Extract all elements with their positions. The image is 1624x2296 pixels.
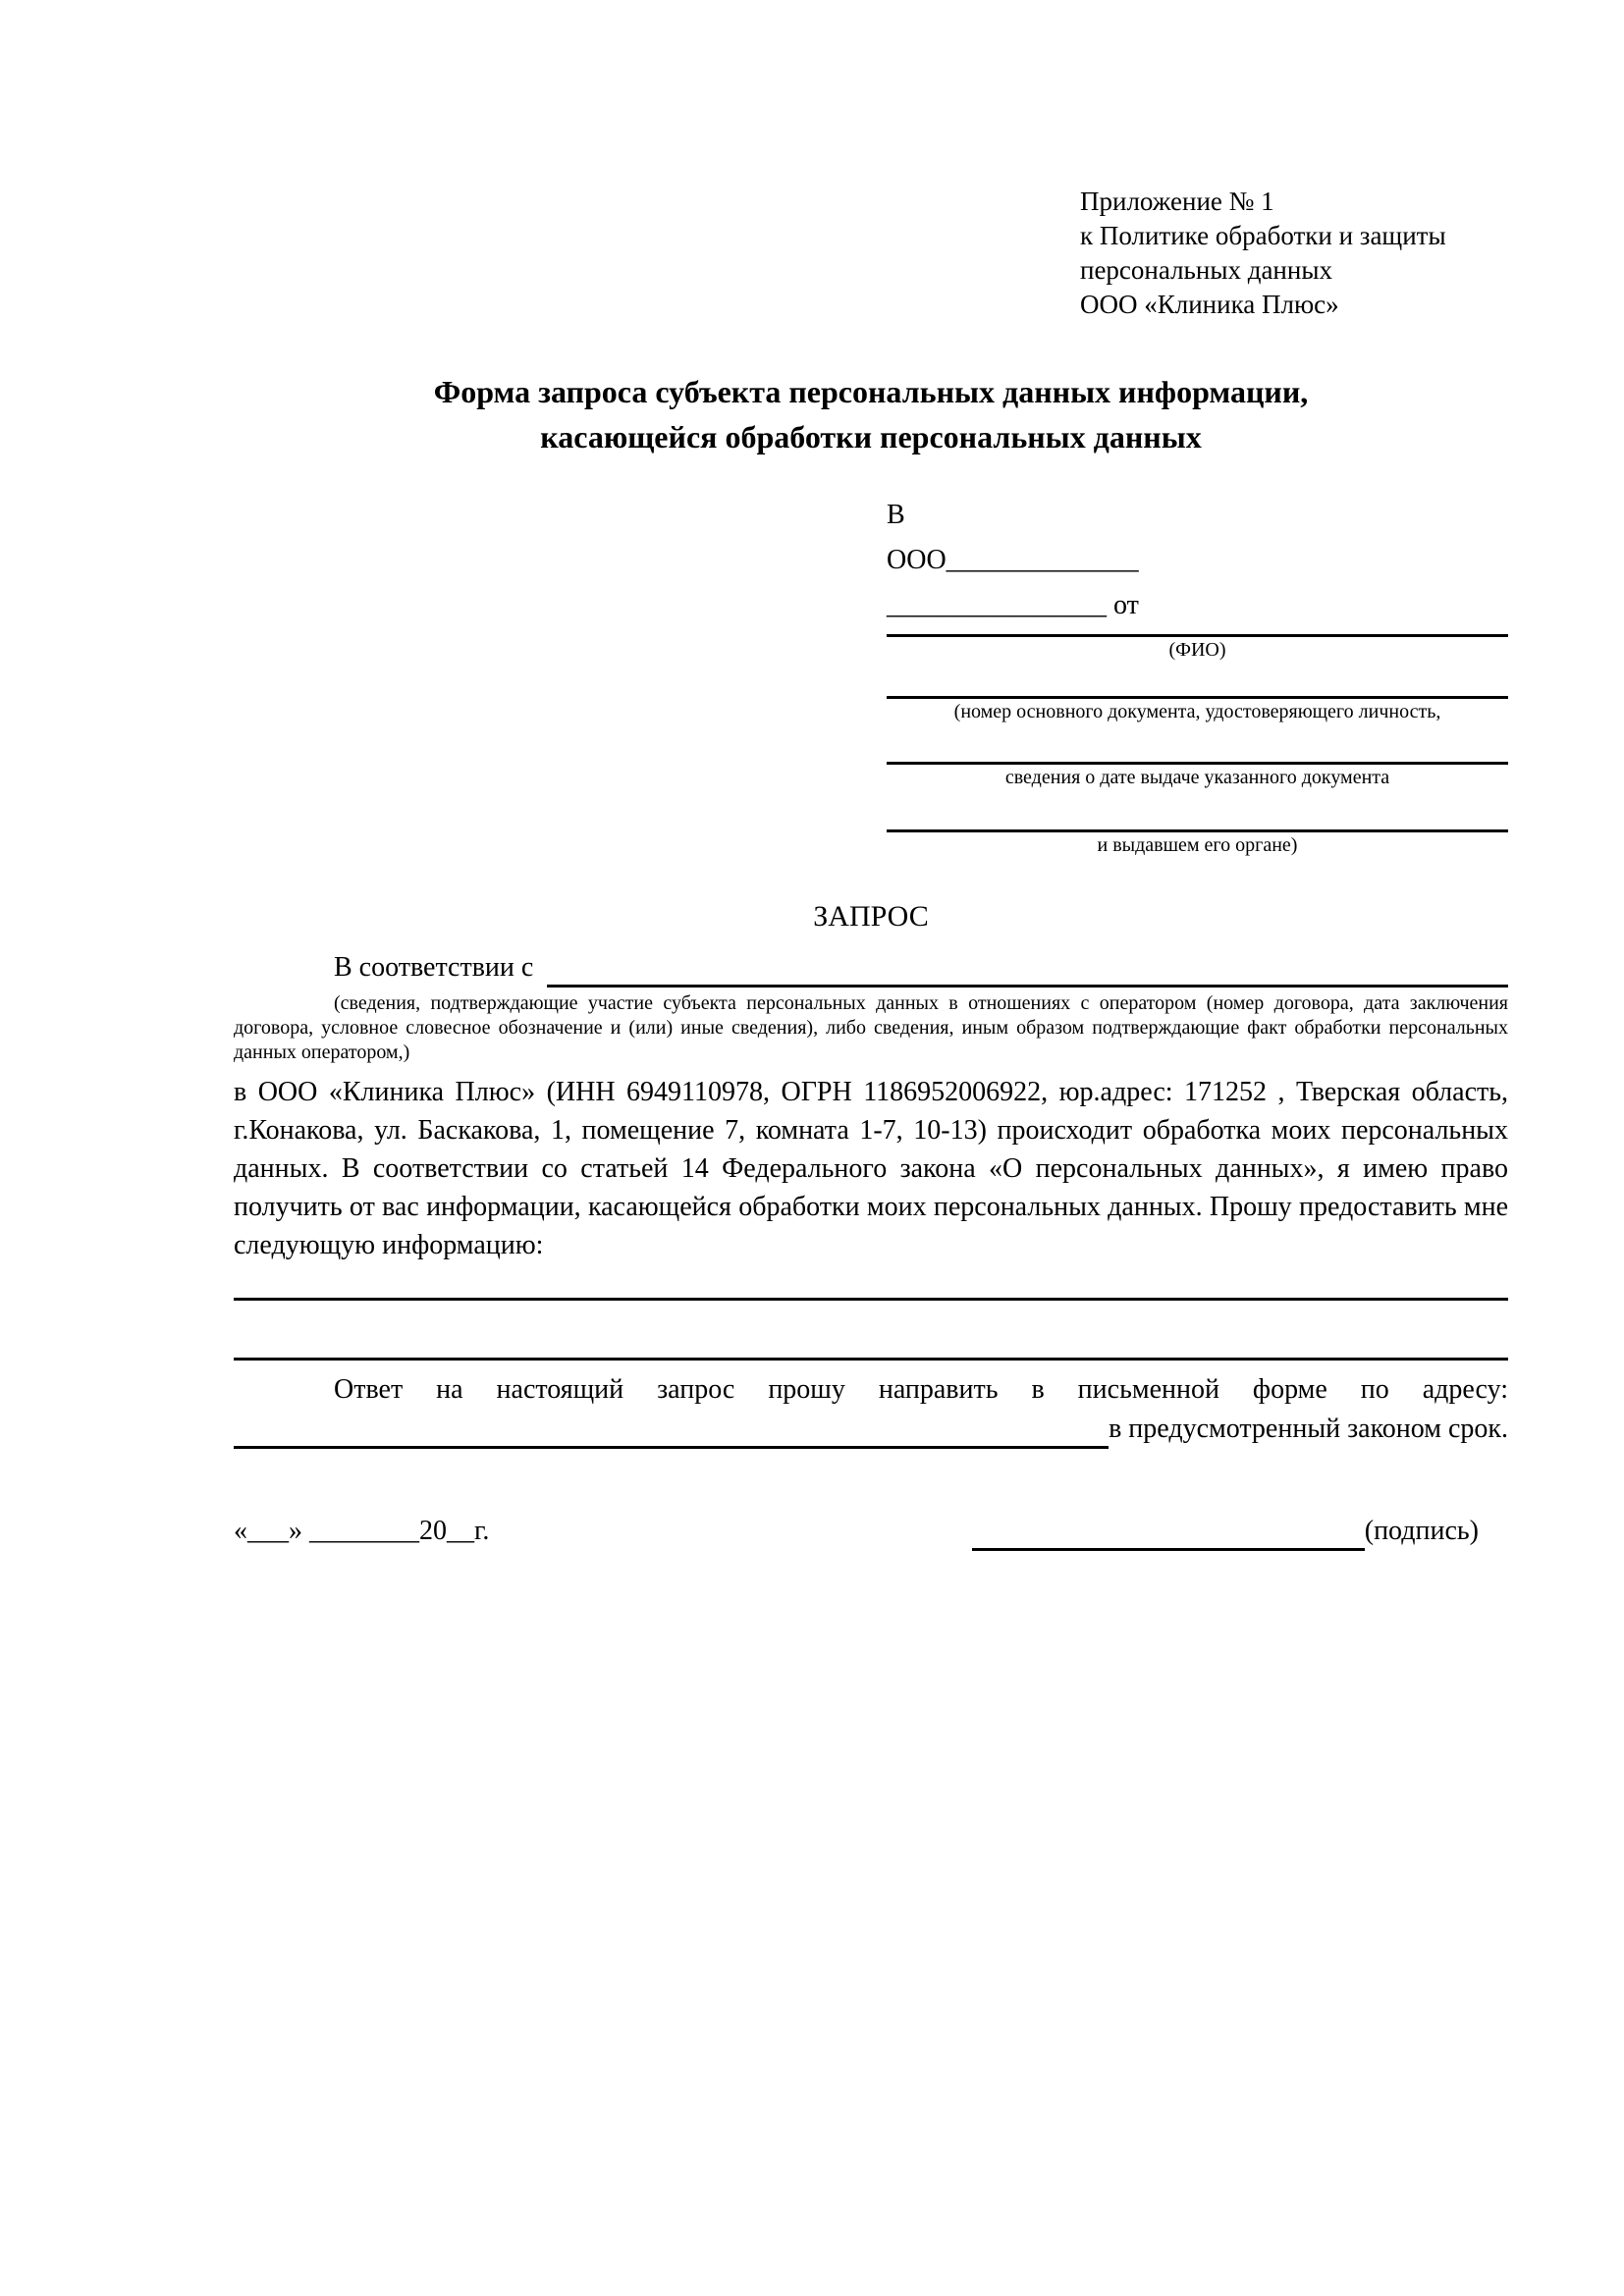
basis-row <box>234 948 1508 988</box>
company-name-blank: ООО______________ <box>887 545 1139 575</box>
applicant-from-blank: ________________ от <box>887 590 1139 620</box>
annex-header <box>1080 185 1508 322</box>
fio-caption: (ФИО) <box>1168 639 1226 661</box>
request-body: в ООО «Клиника Плюс» (ИНН 6949110978, ОГРН 1186952006922, юр.адрес: 171252 , Тверская область, г.Конакова, ул. Баскакова, 1, помещение 7, комната 1-7, 10-13) происходит обработка моих персональных данных. В соответствии со статьей 14 Федерального закона «О персональных данных», я имею право получить от вас информации, касающейся обработки моих персональных данных. Прошу предоставить мне следующую информацию: <box>234 1077 1508 1260</box>
annex-line: Приложение № 1 <box>1080 187 1274 216</box>
addressee-block <box>887 493 1508 858</box>
info-blank-line-1 <box>234 1298 1508 1301</box>
response-address-row <box>234 1410 1508 1449</box>
form-title <box>234 369 1508 459</box>
annex-line: к Политике обработки и защиты <box>1080 221 1446 250</box>
response-deadline: в предусмотренный законом срок. <box>1109 1414 1508 1444</box>
issue-date-caption: сведения о дате выдаче указанного документа <box>1004 767 1390 788</box>
addressee-to-label: В <box>887 500 905 530</box>
annex-line: персональных данных <box>1080 255 1332 285</box>
signature-group <box>972 1512 1479 1551</box>
basis-blank-line <box>547 954 1508 988</box>
document-content <box>234 167 1508 1551</box>
annex-line: ООО «Клиника Плюс» <box>1080 290 1339 319</box>
address-blank-line <box>234 1415 1109 1449</box>
request-heading: ЗАПРОС <box>813 900 929 933</box>
basis-note: (сведения, подтверждающие участие субъекта персональных данных в отношениях с оператором (номер договора, дата заключения договора, условное словесное обозначение и (или) иные сведения), либо сведения, иным образом подтверждающие факт обработки персональных данных оператором,) <box>234 992 1508 1063</box>
form-title-line-1: Форма запроса субъекта персональных данных информации, <box>433 374 1309 409</box>
basis-label: В соответствии с <box>334 952 534 983</box>
response-instruction: Ответ на настоящий запрос прошу направить в письменной форме по адресу: <box>334 1374 1508 1405</box>
signature-caption: (подпись) <box>1364 1516 1479 1546</box>
date-blank: «___» ________20__г. <box>234 1516 490 1546</box>
form-title-line-2: касающейся обработки персональных данных <box>540 419 1202 454</box>
issuer-caption: и выдавшем его органе) <box>1097 834 1298 856</box>
signature-blank-line <box>972 1518 1365 1551</box>
info-blank-line-2 <box>234 1358 1508 1361</box>
date-signature-row <box>234 1512 1508 1551</box>
document-number-caption: (номер основного документа, удостоверяющего личность, <box>953 701 1441 722</box>
